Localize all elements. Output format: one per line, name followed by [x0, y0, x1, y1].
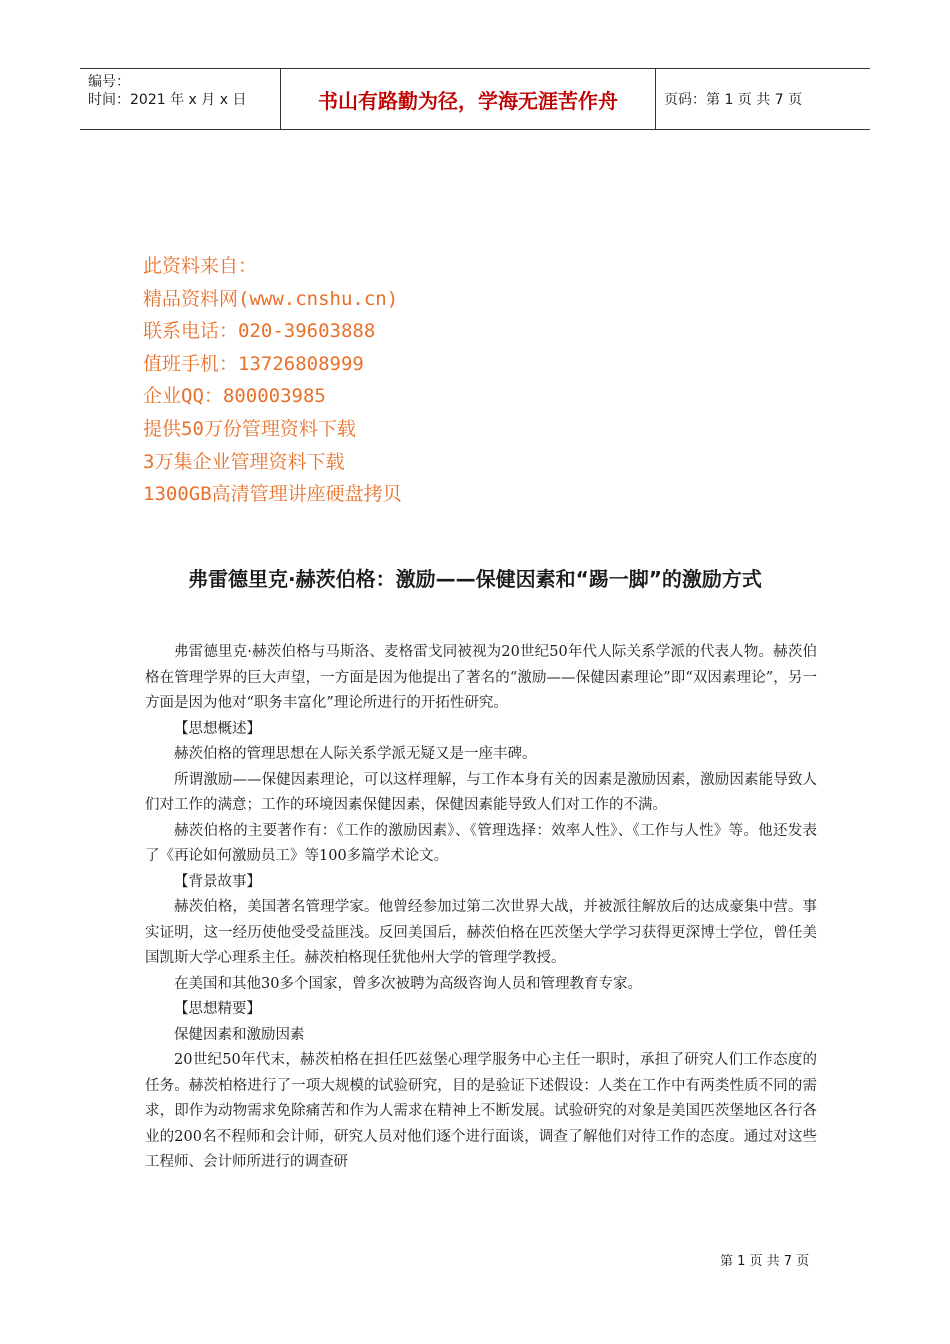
section-heading: 【背景故事】	[174, 873, 261, 890]
source-line: 提供50万份管理资料下载	[143, 417, 356, 440]
article-body	[145, 640, 817, 1176]
section-heading: 【思想概述】	[174, 720, 261, 737]
source-line: 联系电话：020-39603888	[143, 320, 376, 343]
header-motto: 书山有路勤为径，学海无涯苦作舟	[280, 69, 656, 129]
subheading: 保健因素和激励因素	[174, 1026, 305, 1043]
source-line: 值班手机：13726808999	[143, 352, 364, 375]
serial-number-label: 编号：	[88, 74, 130, 90]
source-line: 3万集企业管理资料下载	[143, 450, 345, 473]
paragraph: 所谓激励——保健因素理论，可以这样理解，与工作本身有关的因素是激励因素，激励因素能导致人们对工作的满意；工作的环境因素保健因素，保健因素能导致人们对工作的不满。	[145, 771, 817, 813]
source-line: 此资料来自：	[143, 255, 258, 277]
paragraph-intro: 弗雷德里克·赫茨伯格与马斯洛、麦格雷戈同被视为20世纪50年代人际关系学派的代表人物。赫茨伯格在管理学界的巨大声望，一方面是因为他提出了著名的“激励——保健因素理论”即“双因素理论”，另一方面是因为他对“职务丰富化”理论所进行的开拓性研究。	[145, 644, 817, 711]
paragraph: 在美国和其他30多个国家，曾多次被聘为高级咨询人员和管理教育专家。	[174, 975, 642, 992]
paragraph: 20世纪50年代末，赫茨柏格在担任匹兹堡心理学服务中心主任一职时，承担了研究人们工作态度的任务。赫茨柏格进行了一项大规模的试验研究，目的是验证下述假设：人类在工作中有两类性质不同的需求，即作为动物需求免除痛苦和作为人需求在精神上不断发展。试验研究的对象是美国匹茨堡地区各行各业的200名不程师和会计师，研究人员对他们逐个进行面谈，调查了解他们对待工作的态度。通过对这些工程师、会计师所进行的调查研	[145, 1052, 817, 1170]
article-title: 弗雷德里克·赫茨伯格：激励——保健因素和“踢一脚”的激励方式	[188, 567, 762, 591]
date-line: 时间：2021 年 x 月 x 日	[88, 92, 247, 108]
paragraph: 赫茨伯格的主要著作有：《工作的激励因素》、《管理选择：效率人性》、《工作与人性》等。他还发表了《再论如何激励员工》等100多篇学术论文。	[145, 822, 817, 864]
source-info-block	[143, 250, 402, 511]
source-line: 1300GB高清管理讲座硬盘拷贝	[143, 483, 402, 506]
header-page-code: 页码：第 1 页 共 7 页	[664, 92, 803, 108]
source-line: 企业QQ：800003985	[143, 385, 326, 408]
paragraph: 赫茨伯格的管理思想在人际关系学派无疑又是一座丰碑。	[174, 746, 537, 762]
document-header	[80, 68, 870, 130]
header-meta	[80, 69, 280, 129]
paragraph: 赫茨伯格，美国著名管理学家。他曾经参加过第二次世界大战，并被派往解放后的达成豪集中营。事实证明，这一经历使他受受益匪浅。反回美国后，赫茨伯格在匹茨堡大学学习获得更深博士学位，曾任美国凯斯大学心理系主任。赫茨柏格现任犹他州大学的管理学教授。	[145, 899, 817, 966]
section-heading: 【思想精要】	[174, 1001, 261, 1017]
page-footer: 第 1 页 共 7 页	[720, 1254, 810, 1269]
source-line: 精品资料网(www.cnshu.cn)	[143, 287, 399, 310]
